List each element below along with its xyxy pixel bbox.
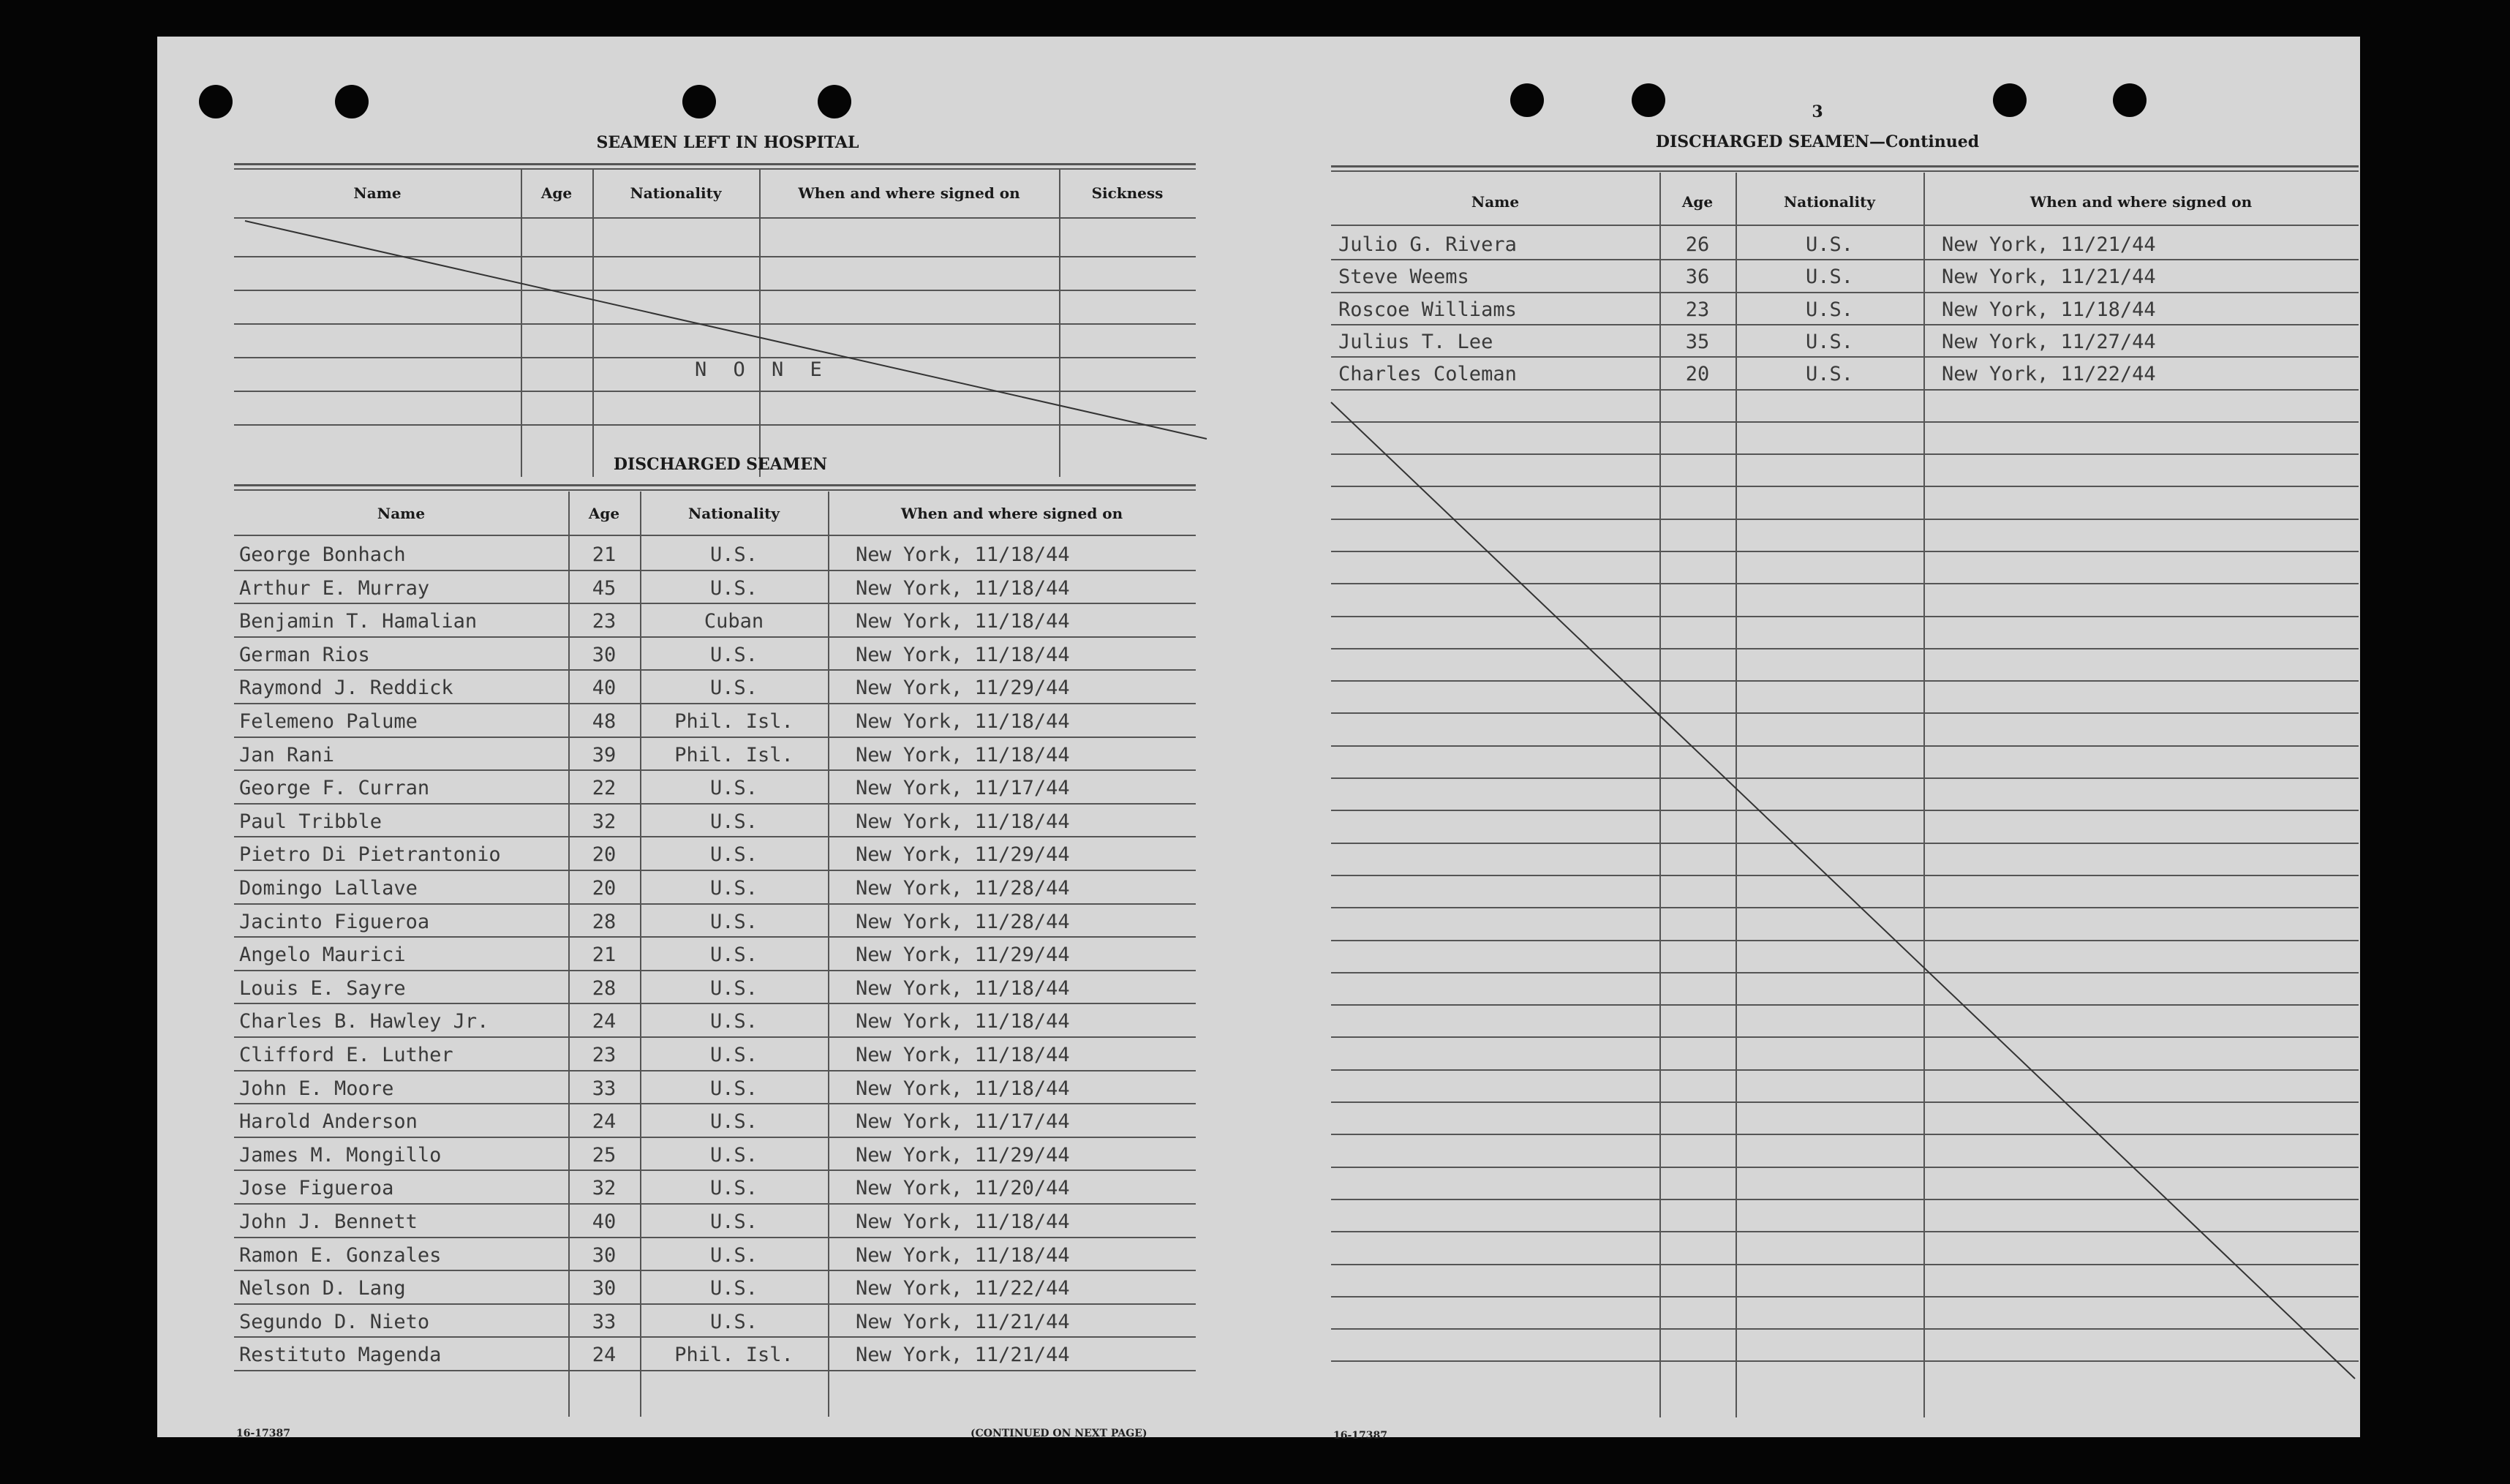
header-name: Name — [377, 505, 426, 522]
seaman-signed-on: New York, 11/21/44 — [1942, 233, 2156, 256]
seaman-name: Ramon E. Gonzales — [239, 1243, 442, 1267]
seaman-name: Paul Tribble — [239, 810, 382, 833]
seaman-nationality: Phil. Isl. — [674, 743, 794, 767]
seaman-signed-on: New York, 11/18/44 — [856, 976, 1070, 1000]
seaman-signed-on: New York, 11/18/44 — [856, 1044, 1070, 1066]
seaman-name: John J. Bennett — [239, 1210, 418, 1233]
seaman-name: George F. Curran — [239, 777, 430, 800]
seaman-age: 32 — [592, 810, 617, 833]
seaman-nationality: U.S. — [709, 1077, 758, 1100]
seaman-nationality: U.S. — [1805, 233, 1854, 256]
seaman-signed-on: New York, 11/18/44 — [856, 1010, 1070, 1033]
seaman-age: 21 — [592, 943, 617, 967]
seaman-signed-on: New York, 11/27/44 — [1942, 330, 2156, 353]
seaman-age: 28 — [592, 910, 617, 933]
seaman-nationality: U.S. — [709, 777, 758, 800]
seaman-age: 20 — [592, 843, 617, 867]
seaman-nationality: U.S. — [709, 1110, 758, 1134]
seaman-age: 24 — [592, 1110, 617, 1134]
hosp-header-nationality: Nationality — [630, 184, 722, 202]
seaman-age: 30 — [592, 643, 617, 666]
seaman-signed-on: New York, 11/29/44 — [856, 1143, 1070, 1167]
seaman-signed-on: New York, 11/17/44 — [856, 777, 1070, 800]
seaman-age: 40 — [592, 677, 617, 700]
seaman-age: 32 — [592, 1177, 617, 1200]
right-header-name: Name — [1471, 193, 1520, 211]
hospital-title: SEAMEN LEFT IN HOSPITAL — [596, 133, 859, 152]
seaman-signed-on: New York, 11/21/44 — [1942, 265, 2156, 289]
right-cancel-line — [157, 37, 2360, 1437]
seaman-age: 24 — [592, 1344, 617, 1367]
seaman-age: 39 — [592, 743, 617, 767]
hosp-header-sickness: Sickness — [1091, 184, 1164, 202]
seaman-name: German Rios — [239, 643, 370, 666]
seaman-name: John E. Moore — [239, 1077, 394, 1100]
header-age: Age — [588, 505, 620, 522]
seaman-nationality: U.S. — [709, 1210, 758, 1233]
continued-title: DISCHARGED SEAMEN—Continued — [1655, 132, 1980, 151]
seaman-name: James M. Mongillo — [239, 1143, 442, 1167]
seaman-age: 28 — [592, 976, 617, 1000]
seaman-age: 33 — [592, 1310, 617, 1333]
seaman-name: Clifford E. Luther — [239, 1044, 453, 1066]
seaman-name: Arthur E. Murray — [239, 576, 430, 600]
hosp-header-signed: When and where signed on — [798, 184, 1020, 202]
seaman-nationality: U.S. — [709, 576, 758, 600]
discharged-title: DISCHARGED SEAMEN — [613, 455, 828, 474]
seaman-nationality: Cuban — [704, 610, 764, 633]
seaman-age: 40 — [592, 1210, 617, 1233]
seaman-name: Benjamin T. Hamalian — [239, 610, 478, 633]
seaman-nationality: U.S. — [709, 843, 758, 867]
seaman-nationality: U.S. — [709, 643, 758, 666]
seaman-age: 48 — [592, 710, 617, 733]
seaman-signed-on: New York, 11/18/44 — [856, 810, 1070, 833]
seaman-name: Charles Coleman — [1338, 363, 1517, 386]
seaman-signed-on: New York, 11/21/44 — [856, 1344, 1070, 1367]
right-header-age: Age — [1681, 193, 1714, 211]
seaman-name: Restituto Magenda — [239, 1344, 442, 1367]
seaman-nationality: U.S. — [1805, 330, 1854, 353]
seaman-signed-on: New York, 11/29/44 — [856, 677, 1070, 700]
seaman-nationality: U.S. — [709, 1310, 758, 1333]
seaman-signed-on: New York, 11/18/44 — [856, 610, 1070, 633]
seaman-signed-on: New York, 11/18/44 — [856, 710, 1070, 733]
seaman-age: 33 — [592, 1077, 617, 1100]
header-nationality: Nationality — [688, 505, 780, 522]
seaman-age: 24 — [592, 1010, 617, 1033]
seaman-name: Felemeno Palume — [239, 710, 418, 733]
seaman-nationality: U.S. — [709, 877, 758, 900]
seaman-name: Angelo Maurici — [239, 943, 406, 967]
seaman-name: Domingo Lallave — [239, 877, 418, 900]
seaman-signed-on: New York, 11/18/44 — [856, 1243, 1070, 1267]
form-number: 16-17387 — [1333, 1430, 1387, 1442]
seaman-age: 45 — [592, 576, 617, 600]
seaman-name: Louis E. Sayre — [239, 976, 406, 1000]
seaman-name: Steve Weems — [1338, 265, 1469, 289]
seaman-age: 26 — [1685, 233, 1710, 256]
seaman-signed-on: New York, 11/18/44 — [856, 543, 1070, 566]
seaman-name: Julius T. Lee — [1338, 330, 1493, 353]
seaman-name: George Bonhach — [239, 543, 406, 566]
seaman-name: Pietro Di Pietrantonio — [239, 843, 501, 867]
document-sheet — [157, 37, 2360, 1442]
form-number: 16-17387 — [236, 1428, 290, 1439]
seaman-nationality: U.S. — [709, 976, 758, 1000]
seaman-signed-on: New York, 11/29/44 — [856, 943, 1070, 967]
seaman-name: Raymond J. Reddick — [239, 677, 453, 700]
seaman-nationality: U.S. — [709, 910, 758, 933]
seaman-signed-on: New York, 11/18/44 — [856, 1210, 1070, 1233]
seaman-nationality: U.S. — [1805, 265, 1854, 289]
seaman-age: 22 — [592, 777, 617, 800]
seaman-nationality: U.S. — [709, 1177, 758, 1200]
seaman-signed-on: New York, 11/18/44 — [856, 643, 1070, 666]
seaman-signed-on: New York, 11/18/44 — [856, 1077, 1070, 1100]
seaman-age: 30 — [592, 1243, 617, 1267]
hosp-header-name: Name — [353, 184, 402, 202]
seaman-nationality: U.S. — [709, 677, 758, 700]
seaman-nationality: U.S. — [709, 543, 758, 566]
seaman-signed-on: New York, 11/18/44 — [856, 743, 1070, 767]
seaman-signed-on: New York, 11/22/44 — [856, 1277, 1070, 1300]
seaman-nationality: U.S. — [1805, 298, 1854, 321]
page-number: 3 — [1812, 102, 1823, 121]
seaman-age: 23 — [592, 1044, 617, 1066]
seaman-signed-on: New York, 11/17/44 — [856, 1110, 1070, 1134]
seaman-age: 30 — [592, 1277, 617, 1300]
seaman-nationality: U.S. — [709, 943, 758, 967]
seaman-name: Harold Anderson — [239, 1110, 418, 1134]
seaman-nationality: U.S. — [709, 1243, 758, 1267]
seaman-signed-on: New York, 11/18/44 — [856, 576, 1070, 600]
seaman-age: 20 — [592, 877, 617, 900]
seaman-nationality: U.S. — [709, 1143, 758, 1167]
seaman-nationality: U.S. — [709, 1277, 758, 1300]
seaman-name: Jacinto Figueroa — [239, 910, 430, 933]
seaman-age: 35 — [1685, 330, 1710, 353]
seaman-name: Nelson D. Lang — [239, 1277, 406, 1300]
seaman-age: 21 — [592, 543, 617, 566]
right-cancel-line-stroke — [1331, 402, 2355, 1379]
seaman-age: 36 — [1685, 265, 1710, 289]
seaman-name: Jose Figueroa — [239, 1177, 394, 1200]
seaman-signed-on: New York, 11/20/44 — [856, 1177, 1070, 1200]
hosp-header-age: Age — [540, 184, 573, 202]
seaman-signed-on: New York, 11/28/44 — [856, 877, 1070, 900]
seaman-signed-on: New York, 11/22/44 — [1942, 363, 2156, 386]
none-text: N O N E — [695, 358, 829, 381]
seaman-age: 23 — [1685, 298, 1710, 321]
right-header-signed: When and where signed on — [2030, 193, 2253, 211]
seaman-name: Jan Rani — [239, 743, 335, 767]
seaman-nationality: U.S. — [709, 1010, 758, 1033]
seaman-name: Charles B. Hawley Jr. — [239, 1010, 489, 1033]
seaman-age: 25 — [592, 1143, 617, 1167]
seaman-nationality: U.S. — [709, 810, 758, 833]
seaman-age: 20 — [1685, 363, 1710, 386]
seaman-nationality: U.S. — [1805, 363, 1854, 386]
seaman-name: Segundo D. Nieto — [239, 1310, 430, 1333]
seaman-nationality: U.S. — [709, 1044, 758, 1066]
seaman-nationality: Phil. Isl. — [674, 1344, 794, 1367]
seaman-name: Roscoe Williams — [1338, 298, 1517, 321]
seaman-signed-on: New York, 11/18/44 — [1942, 298, 2156, 321]
seaman-signed-on: New York, 11/21/44 — [856, 1310, 1070, 1333]
right-header-nationality: Nationality — [1784, 193, 1875, 211]
seaman-nationality: Phil. Isl. — [674, 710, 794, 733]
seaman-name: Julio G. Rivera — [1338, 233, 1517, 256]
seaman-signed-on: New York, 11/28/44 — [856, 910, 1070, 933]
continued-note: (CONTINUED ON NEXT PAGE) — [971, 1428, 1147, 1439]
seaman-signed-on: New York, 11/29/44 — [856, 843, 1070, 867]
header-signed: When and where signed on — [900, 505, 1123, 522]
seaman-age: 23 — [592, 610, 617, 633]
